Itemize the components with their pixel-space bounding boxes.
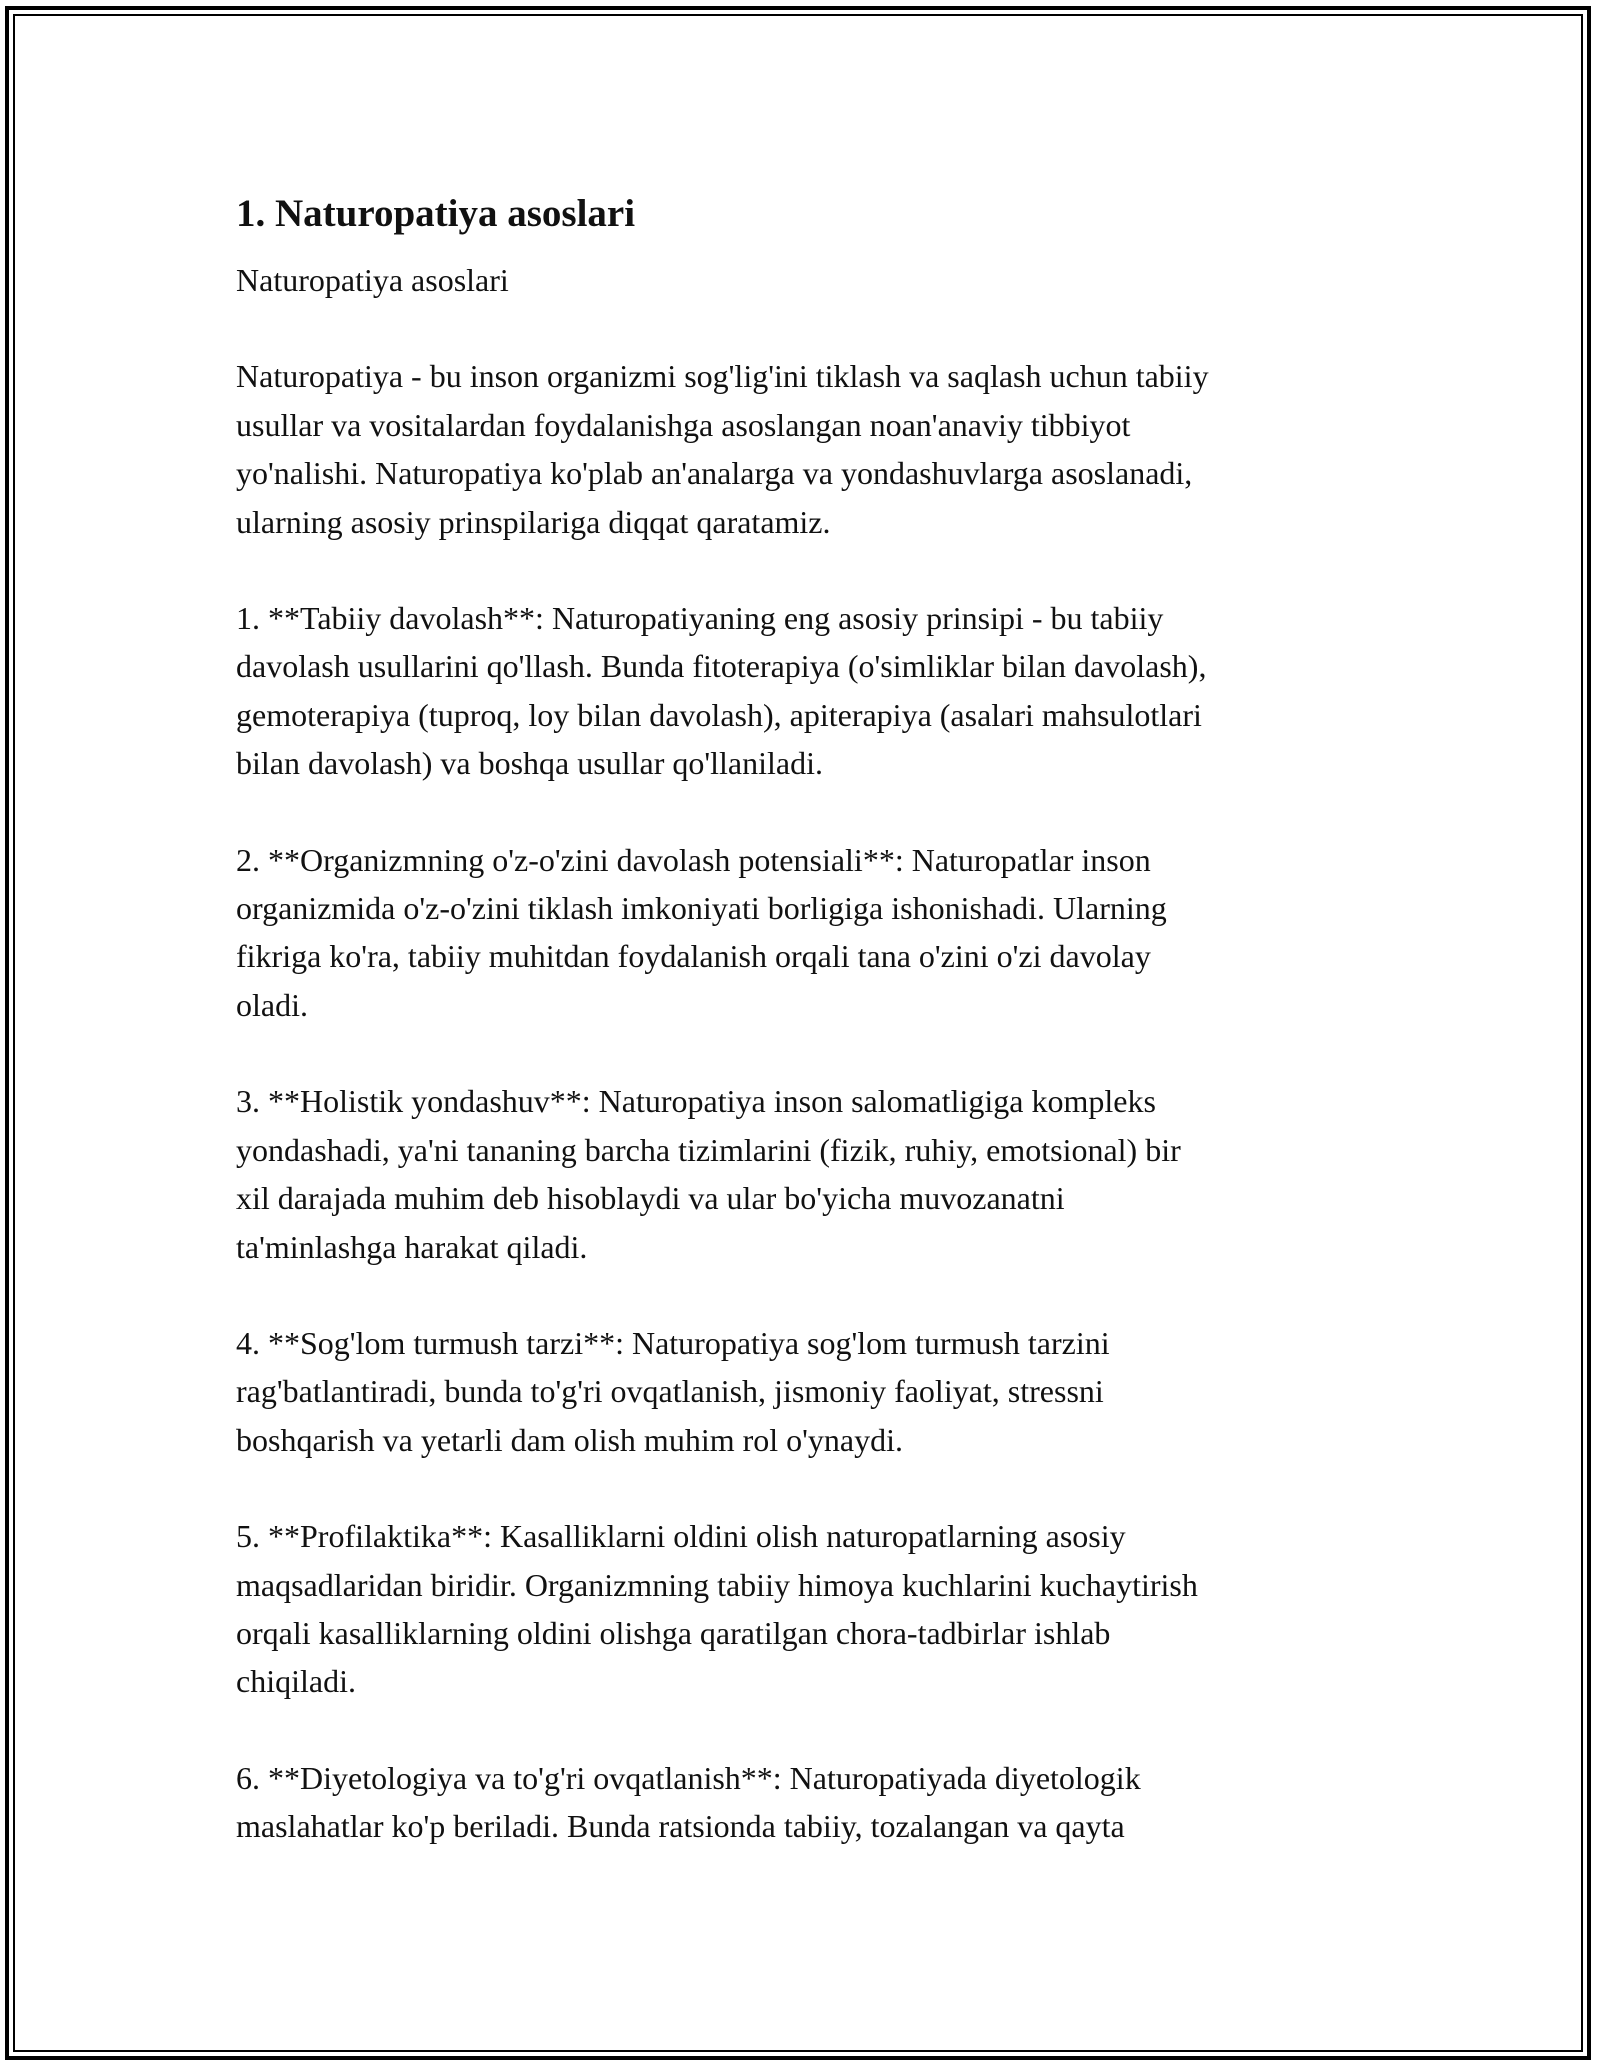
principle-paragraph-1: 1. **Tabiiy davolash**: Naturopatiyaning eng asosiy prinsipi - bu tabiiy davolash usullarini qo'llash. Bunda fitoterapiya (o'simliklar bilan davolash), gemoterapiya (tuproq, loy bilan davolash), apiterapiya (asalari mahsulotlari bilan davolash) va boshqa usullar qo'llaniladi. <box>236 600 1207 782</box>
intro-paragraph: Naturopatiya - bu inson organizmi sog'lig'ini tiklash va saqlash uchun tabiiy usullar va vositalardan foydalanishga asoslangan noan'anaviy tibbiyot yo'nalishi. Naturopatiya ko'plab an'analarga va yondashuvlarga asoslanadi, ularning asosiy prinspilariga diqqat qaratamiz. <box>236 358 1209 540</box>
document-subtitle: Naturopatiya asoslari <box>236 262 509 298</box>
principle-paragraph-4: 4. **Sog'lom turmush tarzi**: Naturopatiya sog'lom turmush tarzini rag'batlantiradi, bunda to'g'ri ovqatlanish, jismoniy faoliyat, stressni boshqarish va yetarli dam olish muhim rol o'ynaydi. <box>236 1324 1110 1458</box>
principle-paragraph-3: 3. **Holistik yondashuv**: Naturopatiya inson salomatligiga kompleks yondashadi, ya'ni tananing barcha tizimlarini (fizik, ruhiy, emotsional) bir xil darajada muhim deb hisoblaydi va ular bo'yicha muvozanatni ta'minlashga harakat qiladi. <box>236 1083 1181 1265</box>
principle-paragraph-5: 5. **Profilaktika**: Kasalliklarni oldini olish naturopatlarning asosiy maqsadlaridan biridir. Organizmning tabiiy himoya kuchlarini kuchaytirish orqali kasalliklarning oldini olishga qaratilgan chora-tadbirlar ishlab chiqiladi. <box>236 1518 1198 1700</box>
principle-paragraph-6: 6. **Diyetologiya va to'g'ri ovqatlanish**: Naturopatiyada diyetologik maslahatlar ko'p beriladi. Bunda ratsionda tabiiy, tozalangan va qayta <box>236 1759 1141 1845</box>
principle-paragraph-2: 2. **Organizmning o'z-o'zini davolash potensiali**: Naturopatlar inson organizmida o'z-o'zini tiklash imkoniyati borligiga ishonishadi. Ularning fikriga ko'ra, tabiiy muhitdan foydalanish orqali tana o'zini o'zi davolay oladi. <box>236 841 1167 1023</box>
document-title: 1. Naturopatiya asoslari <box>236 192 636 235</box>
document-body <box>236 186 1364 1851</box>
